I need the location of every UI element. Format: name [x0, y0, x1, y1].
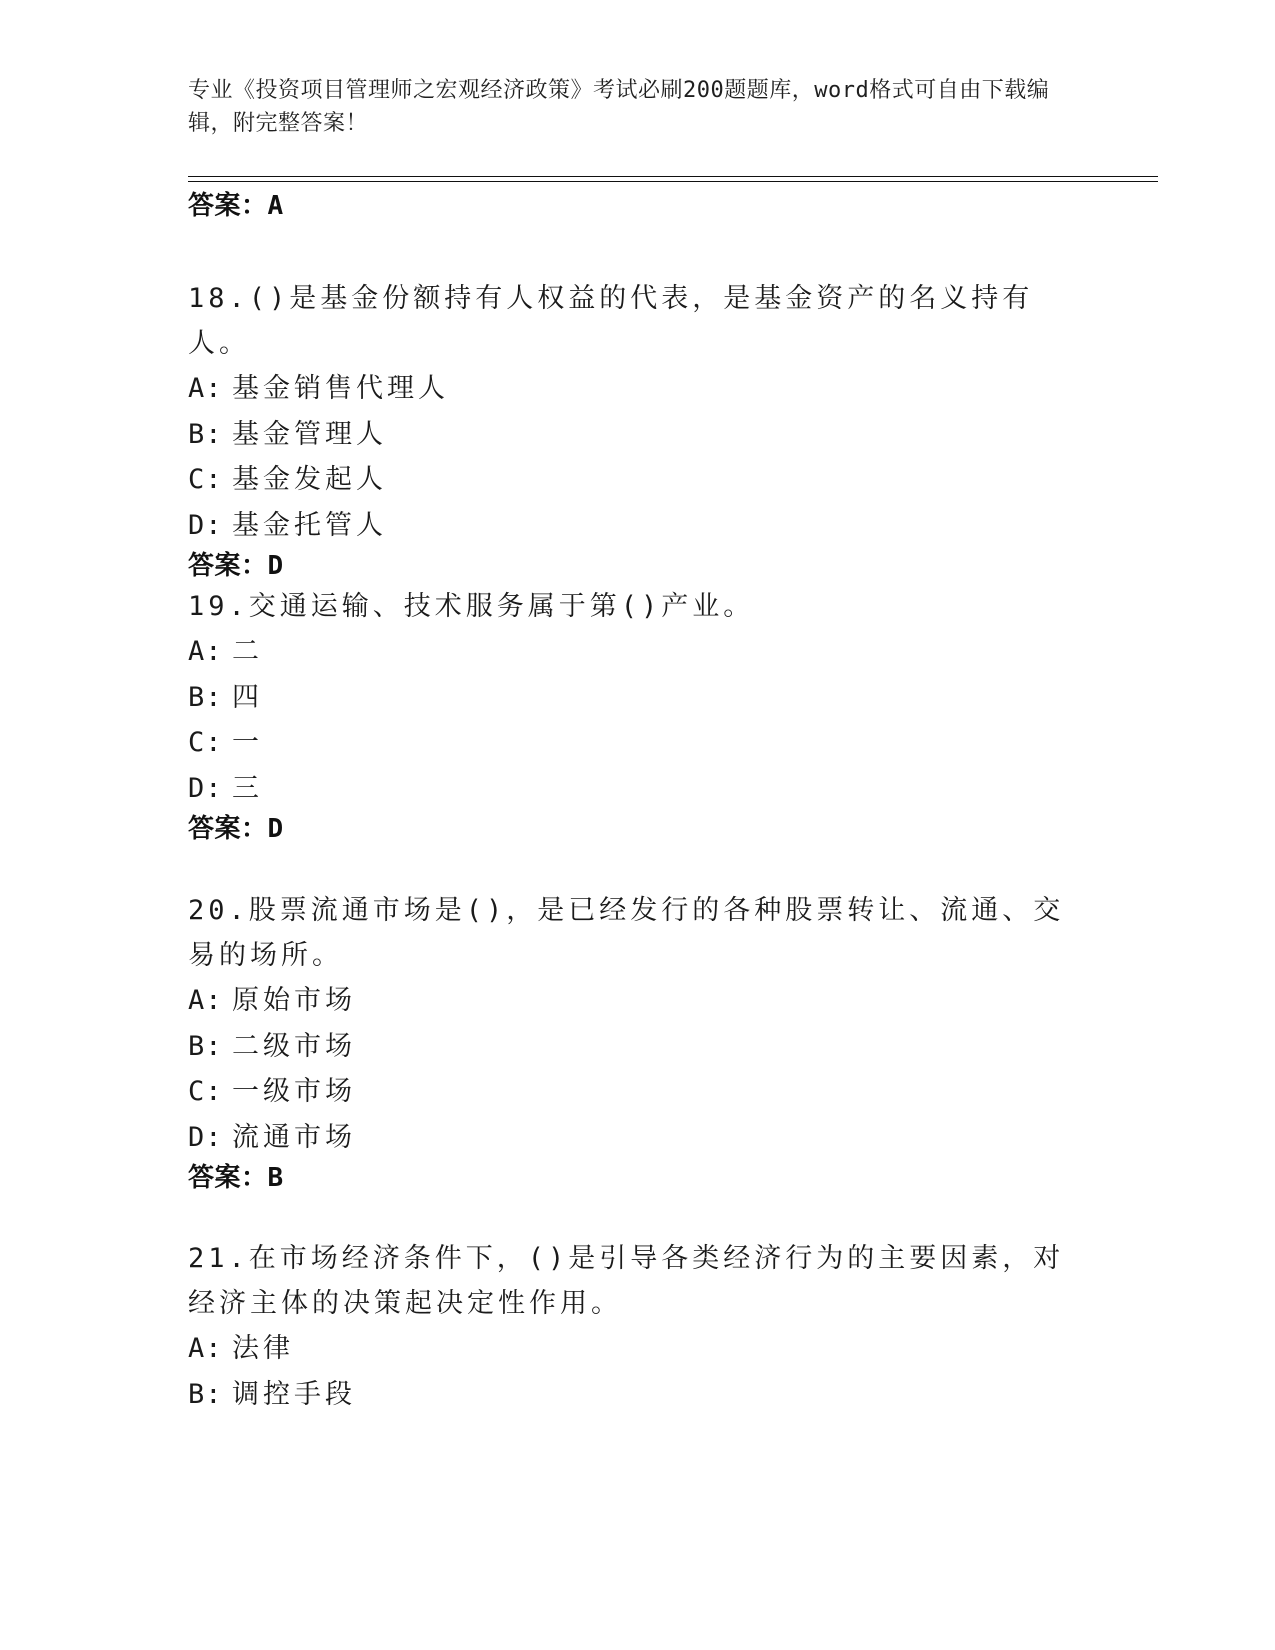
option-letter: B:: [188, 681, 223, 713]
option-text: 四: [232, 681, 263, 713]
answer-20: 答案：B: [188, 1163, 284, 1193]
option-letter: B:: [188, 1378, 223, 1410]
option-letter: D:: [188, 772, 223, 804]
option-text: 一: [232, 727, 263, 758]
option-letter: A:: [188, 636, 223, 667]
question-20-options: [188, 978, 1088, 1160]
option-text: 二级市场: [232, 1030, 356, 1062]
question-20: [188, 888, 1088, 1194]
option-text: 调控手段: [232, 1378, 356, 1410]
option-text: 基金销售代理人: [232, 373, 449, 404]
option-letter: D:: [188, 1121, 223, 1153]
header-rule-top: [188, 176, 1158, 177]
option-text: 一级市场: [232, 1076, 356, 1107]
question-19-stem: 19.交通运输、技术服务属于第()产业。: [188, 591, 755, 622]
option-d: [188, 503, 1088, 549]
option-letter: C:: [188, 464, 223, 495]
option-text: 二: [232, 636, 263, 667]
option-text: 法律: [232, 1333, 294, 1364]
option-b: [188, 412, 1088, 458]
question-20-stem: 20.股票流通市场是()，是已经发行的各种股票转让、流通、交易的场所。: [188, 895, 1065, 971]
option-a: [188, 366, 1088, 412]
option-b: [188, 675, 1088, 721]
option-letter: B:: [188, 1030, 223, 1062]
option-a: [188, 1326, 1088, 1372]
option-text: 基金发起人: [232, 464, 387, 495]
question-18-stem: 18.()是基金份额持有人权益的代表，是基金资产的名义持有人。: [188, 283, 1034, 359]
option-letter: D:: [188, 509, 223, 541]
answer-17: 答案：A: [188, 191, 284, 221]
answer-18: 答案：D: [188, 551, 284, 581]
option-letter: B:: [188, 418, 223, 450]
option-letter: C:: [188, 727, 223, 758]
question-21-options: [188, 1326, 1088, 1417]
document-header: 专业《投资项目管理师之宏观经济政策》考试必刷200题题库，word格式可自由下载编辑，附完整答案！: [188, 78, 1050, 136]
option-text: 原始市场: [232, 985, 356, 1016]
option-d: [188, 1115, 1088, 1161]
option-text: 基金托管人: [232, 509, 387, 541]
option-letter: A:: [188, 373, 223, 404]
option-b: [188, 1372, 1088, 1418]
option-letter: A:: [188, 985, 223, 1016]
option-letter: A:: [188, 1333, 223, 1364]
option-b: [188, 1024, 1088, 1070]
option-c: [188, 720, 1088, 766]
option-c: [188, 457, 1088, 503]
question-19: [188, 584, 1088, 845]
option-text: 基金管理人: [232, 418, 387, 450]
question-21: [188, 1236, 1088, 1417]
answer-19: 答案：D: [188, 814, 284, 844]
option-a: [188, 978, 1088, 1024]
option-a: [188, 629, 1088, 675]
header-rule-bottom: [188, 181, 1158, 182]
question-21-stem: 21.在市场经济条件下，()是引导各类经济行为的主要因素，对经济主体的决策起决定性作用。: [188, 1243, 1065, 1319]
question-19-options: [188, 629, 1088, 811]
question-18: [188, 276, 1088, 582]
option-text: 三: [232, 772, 263, 804]
option-text: 流通市场: [232, 1121, 356, 1153]
question-18-options: [188, 366, 1088, 548]
option-d: [188, 766, 1088, 812]
option-c: [188, 1069, 1088, 1115]
option-letter: C:: [188, 1076, 223, 1107]
